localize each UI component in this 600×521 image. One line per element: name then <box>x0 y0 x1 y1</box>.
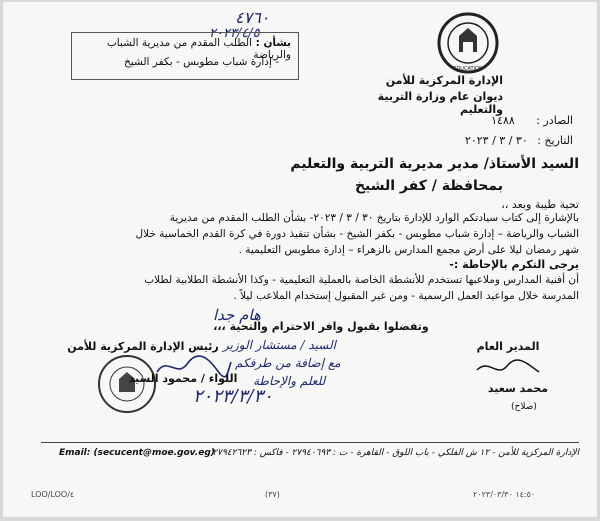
request-line: يرجى التكرم بالإحاطة :- <box>449 258 579 271</box>
ministry-sub: ديوان عام وزارة التربية والتعليم <box>377 90 503 116</box>
right-sign-title: المدير العام <box>476 340 540 353</box>
subject-line2: - إدارة شباب مطوبس - بكفر الشيخ <box>124 56 279 68</box>
right-sign-abbrev: (صلاح) <box>511 402 537 412</box>
para2-line1: أن أفنية المدارس وملاعبها تستخدم للأنشطة الخاصة بالعملية التعليمية - وكذا الأنشطة الطلابية لطلاب <box>144 274 579 286</box>
footer-address: الإدارة المركزية للأمن - ١٢ ش الفلكي - باب اللوق - القاهرة - ت : ٢٧٩٤٠٦٩٣ - فاكس : ٢٧٩٤٢٦٢٣ <box>212 448 579 458</box>
para2-line2: المدرسة خلال مواعيد العمل الرسمية - ومن غير المقبول إستخدام الملاعب ليلاً . <box>233 290 579 302</box>
left-sign-name: اللواء / محمود السيد <box>128 372 238 385</box>
footer-code-left: LOO/LOO/٤ <box>31 490 75 499</box>
document-page <box>3 2 597 517</box>
handwritten-note2: مع إضافة من طرفكم <box>235 356 341 370</box>
handwritten-important: هام جدا <box>213 306 261 324</box>
handwritten-sign-date: ٢٠٢٣/٣/٣٠ <box>193 386 273 407</box>
right-sign-name: محمد سعيد <box>487 382 549 395</box>
handwritten-number: ٤٧٦٠ <box>235 8 270 27</box>
subject-label: بشأن : <box>255 37 291 49</box>
subject-text1: الطلب المقدم من مديرية الشباب والرياضة <box>106 37 291 61</box>
footer-email: Email: (secucent@moe.gov.eg) <box>59 448 215 458</box>
ministry-logo-icon <box>435 12 501 74</box>
footer-code-mid: (٣٧) <box>265 490 280 499</box>
date-row <box>403 134 573 147</box>
date-label: التاريخ : <box>537 134 573 147</box>
para1-line2: الشباب والرياضة – إدارة شباب مطوبس - بكفر الشيخ - بشأن تنفيذ دورة في كرة القدم الخماسية خلال <box>135 228 579 240</box>
greeting: تحية طيبة وبعد ،، <box>501 198 579 211</box>
closing: وتفضلوا بقبول وافر الاحترام والتحية ،،، <box>213 320 429 333</box>
addressee: السيد الأستاذ/ مدير مديرية التربية والتعليم <box>290 156 579 172</box>
governorate: بمحافظة / كفر الشيخ <box>354 178 503 194</box>
para1-line1: بالإشارة إلى كتاب سيادتكم الوارد للإدارة بتاريخ ٣٠ / ٣ / ٢٠٢٣- بشأن الطلب المقدم من مديرية <box>169 212 579 224</box>
handwritten-note3: للعلم والإحاطة <box>253 374 326 388</box>
right-signature-icon <box>473 356 543 382</box>
ministry-name: الإدارة المركزية للأمن <box>385 74 503 87</box>
footer-timestamp: ١٤:٥٠ ٢٠٢٣/٠٣/٣٠ <box>473 490 536 499</box>
left-signature-icon <box>153 352 233 382</box>
handwritten-note1: السيد / مستشار الوزير <box>223 338 336 352</box>
date-value: ٣٠ / ٣ / ٢٠٢٣ <box>464 134 528 147</box>
handwritten-date: ٢٠٢٣/٤/٥ <box>209 26 260 41</box>
para1-line3: شهر رمضان ليلا على أرض مجمع المدارس بالزهراء – إدارة مطوبس التعليمية . <box>238 244 579 256</box>
issued-label: الصادر : <box>536 114 573 127</box>
footer-divider <box>41 442 579 443</box>
left-sign-title: رئيس الإدارة المركزية للأمن <box>67 340 219 353</box>
issued-number: ١٤٨٨ <box>491 114 515 127</box>
svg-text:EDUCATION: EDUCATION <box>453 66 483 72</box>
issued-row <box>403 114 573 127</box>
